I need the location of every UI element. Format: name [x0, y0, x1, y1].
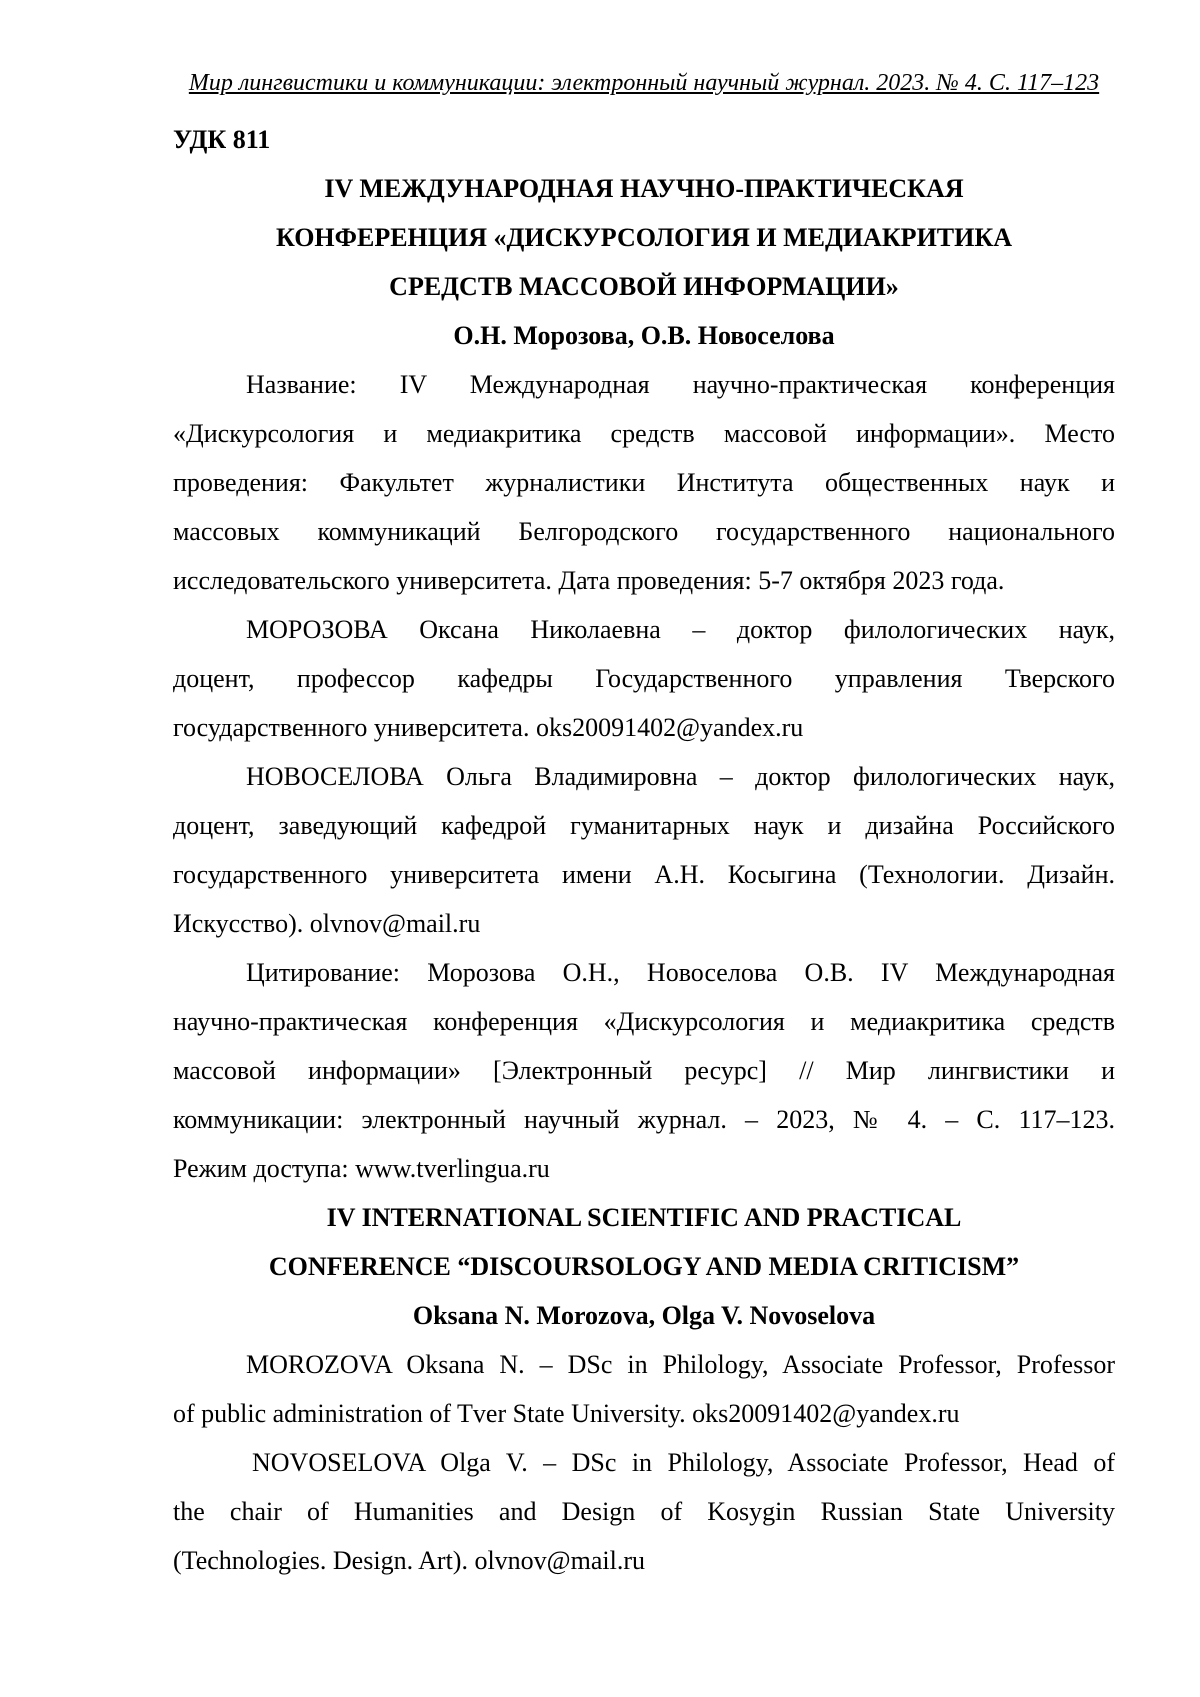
udk-code: УДК 811: [173, 125, 271, 154]
ru-title-line: СРЕДСТВ МАССОВОЙ ИНФОРМАЦИИ»: [389, 272, 899, 301]
ru-paragraph-citation: [173, 948, 1115, 1193]
text-line: МОРОЗОВА Оксана Николаевна – доктор филологических наук,: [246, 615, 1115, 644]
ru-authors: О.Н. Морозова, О.В. Новоселова: [453, 321, 835, 350]
ru-title-line: КОНФЕРЕНЦИЯ «ДИСКУРСОЛОГИЯ И МЕДИАКРИТИКА: [276, 223, 1012, 252]
text-line: государственного университета имени А.Н. Косыгина (Технологии. Дизайн.: [173, 860, 1115, 889]
text-line: массовой информации» [Электронный ресурс] // Мир лингвистики и: [173, 1056, 1115, 1085]
text-line: доцент, профессор кафедры Государственного управления Тверского: [173, 664, 1115, 693]
en-authors: Oksana N. Morozova, Olga V. Novoselova: [412, 1301, 876, 1330]
article-content: [173, 115, 1115, 1585]
ru-paragraph-novoselova: [173, 752, 1115, 948]
text-line: коммуникации: электронный научный журнал. – 2023, № 4. – С. 117–123.: [173, 1105, 1115, 1134]
text-line: NOVOSELOVA Olga V. – DSc in Philology, Associate Professor, Head of: [252, 1448, 1115, 1477]
text-line: исследовательского университета. Дата проведения: 5-7 октября 2023 года.: [173, 566, 1005, 595]
ru-paragraph-morozova: [173, 605, 1115, 752]
text-line: Цитирование: Морозова О.Н., Новоселова О.В. IV Международная: [246, 958, 1115, 987]
text-line: Название: IV Международная научно-практическая конференция: [246, 370, 1115, 399]
text-line: «Дискурсология и медиакритика средств массовой информации». Место: [173, 419, 1115, 448]
text-line: научно-практическая конференция «Дискурсология и медиакритика средств: [173, 1007, 1115, 1036]
en-paragraph-morozova: [173, 1340, 1115, 1438]
en-title-line: CONFERENCE “DISCOURSOLOGY AND MEDIA CRITICISM”: [268, 1252, 1020, 1281]
text-line: of public administration of Tver State University. oks20091402@yandex.ru: [173, 1399, 960, 1428]
ru-paragraph-conference-info: [173, 360, 1115, 605]
text-line: Искусство). olvnov@mail.ru: [173, 909, 481, 938]
text-line: доцент, заведующий кафедрой гуманитарных наук и дизайна Российского: [173, 811, 1115, 840]
text-line: MOROZOVA Oksana N. – DSc in Philology, Associate Professor, Professor: [246, 1350, 1115, 1379]
text-line: Режим доступа: www.tverlingua.ru: [173, 1154, 550, 1183]
text-line: проведения: Факультет журналистики Института общественных наук и: [173, 468, 1115, 497]
text-line: массовых коммуникаций Белгородского государственного национального: [173, 517, 1115, 546]
en-title-line: IV INTERNATIONAL SCIENTIFIC AND PRACTICAL: [326, 1203, 962, 1232]
text-line: (Technologies. Design. Art). olvnov@mail.ru: [173, 1546, 645, 1575]
en-paragraph-novoselova: [173, 1438, 1115, 1585]
ru-title-line: IV МЕЖДУНАРОДНАЯ НАУЧНО-ПРАКТИЧЕСКАЯ: [324, 174, 964, 203]
running-head: Мир лингвистики и коммуникации: электронный научный журнал. 2023. № 4. С. 117–123: [188, 70, 1100, 96]
text-line: государственного университета. oks20091402@yandex.ru: [173, 713, 804, 742]
en-title: [173, 1193, 1115, 1291]
text-line: the chair of Humanities and Design of Kosygin Russian State University: [173, 1497, 1115, 1526]
text-line: НОВОСЕЛОВА Ольга Владимировна – доктор филологических наук,: [246, 762, 1115, 791]
ru-title: [173, 164, 1115, 311]
